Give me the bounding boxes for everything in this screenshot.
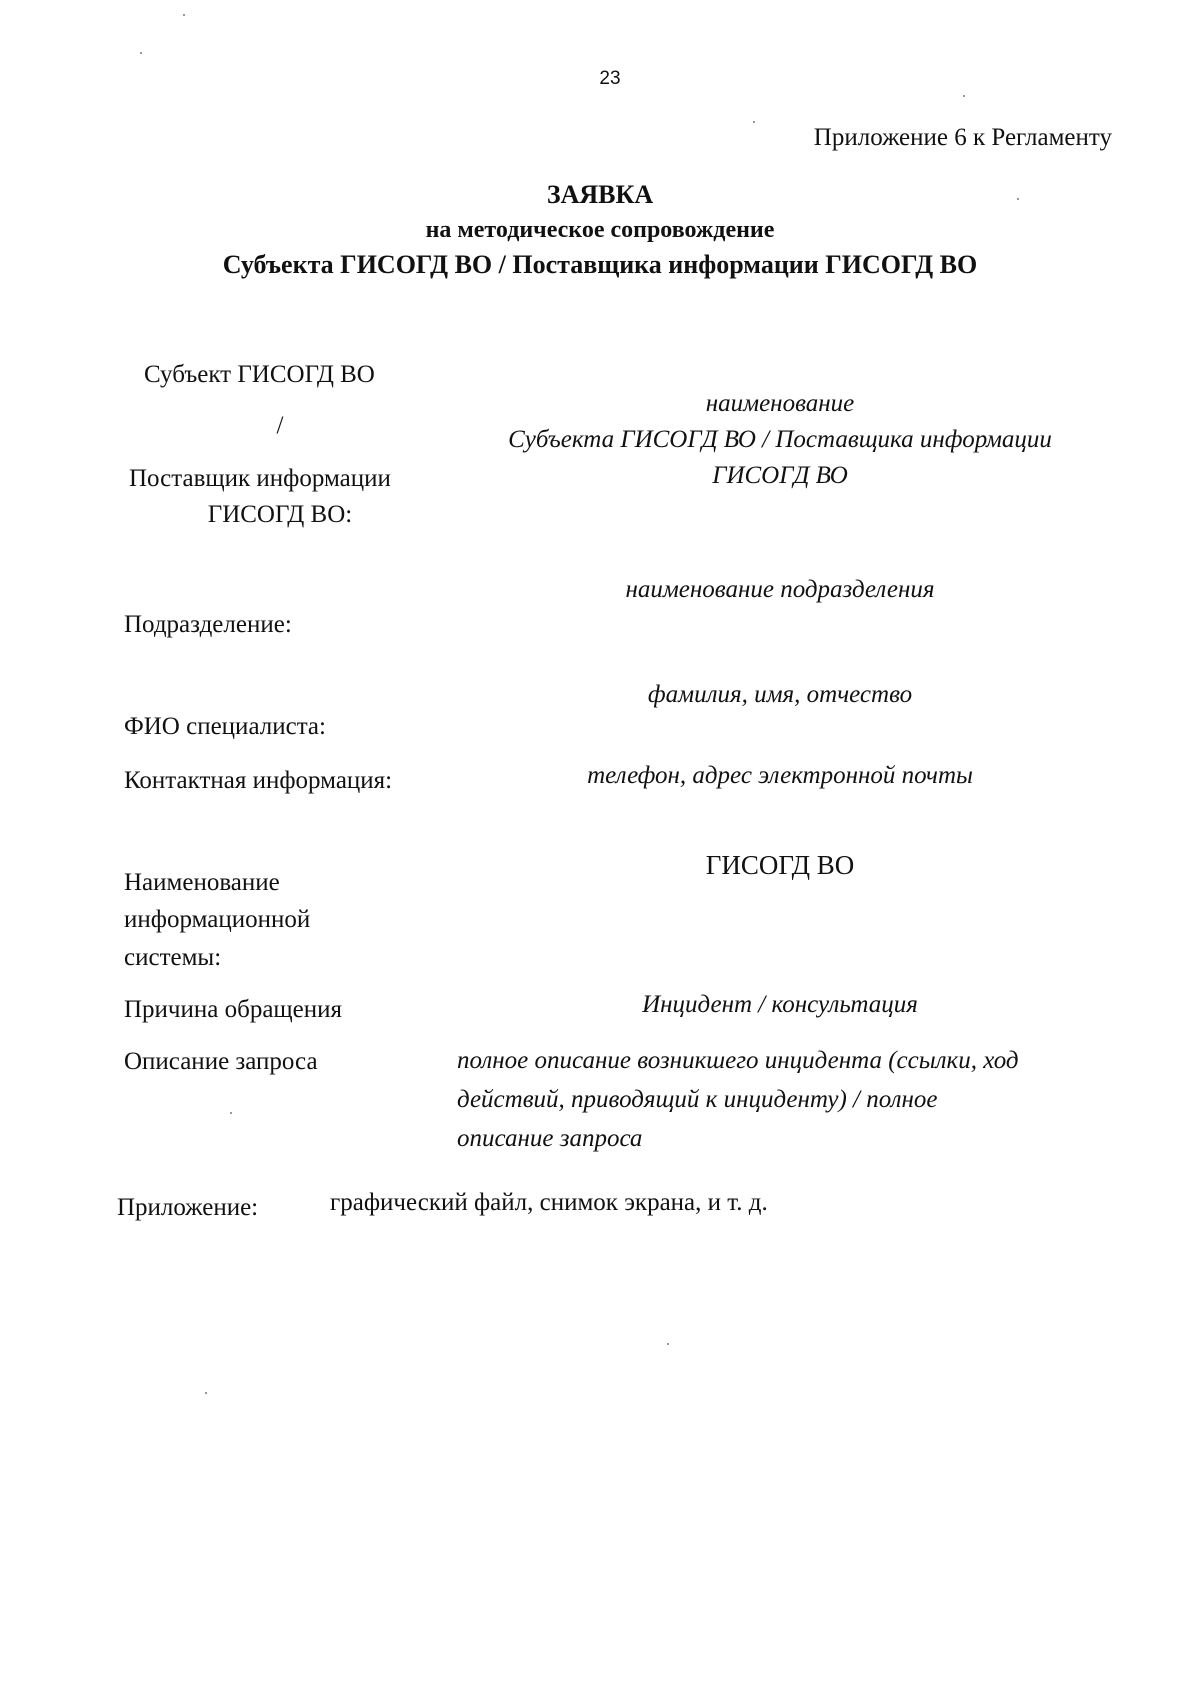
attachment-label: Приложение: bbox=[117, 1194, 259, 1221]
subject-hint: наименование bbox=[705, 390, 855, 417]
subject-hint-2: Субъекта ГИСОГД ВО / Поставщика информации bbox=[508, 426, 1052, 453]
scan-speck bbox=[963, 95, 965, 97]
reason-label: Причина обращения bbox=[124, 996, 343, 1023]
specialist-label: ФИО специалиста: bbox=[124, 713, 326, 740]
page-number: 23 bbox=[599, 68, 621, 89]
system-label-2: информационной bbox=[124, 906, 311, 933]
scan-speck bbox=[140, 52, 142, 54]
document-subtitle-2: Субъекта ГИСОГД ВО / Поставщика информации ГИСОГД ВО bbox=[222, 250, 978, 279]
document-title: ЗАЯВКА bbox=[546, 180, 654, 209]
subject-hint-3: ГИСОГД ВО bbox=[712, 462, 848, 489]
appendix-reference: Приложение 6 к Регламенту bbox=[813, 124, 1112, 151]
division-hint: наименование подразделения bbox=[625, 576, 935, 603]
description-hint-line: полное описание возникшего инцидента (ссылки, ход bbox=[457, 1047, 1019, 1074]
subject-label: Субъект ГИСОГД ВО bbox=[144, 361, 375, 388]
attachment-value: графический файл, снимок экрана, и т. д. bbox=[330, 1189, 768, 1216]
description-hint-line: действий, приводящий к инциденту) / полное bbox=[457, 1086, 938, 1113]
description-label: Описание запроса bbox=[124, 1048, 318, 1075]
description-hint bbox=[457, 1041, 1157, 1158]
system-label-3: системы: bbox=[124, 944, 222, 971]
scan-speck bbox=[183, 14, 185, 16]
provider-label: Поставщик информации bbox=[129, 465, 391, 492]
contact-label: Контактная информация: bbox=[124, 767, 393, 794]
system-label: Наименование bbox=[124, 869, 280, 896]
contact-hint: телефон, адрес электронной почты bbox=[587, 762, 973, 789]
division-label: Подразделение: bbox=[124, 611, 292, 638]
specialist-hint: фамилия, имя, отчество bbox=[647, 681, 913, 708]
scan-speck bbox=[205, 1392, 207, 1394]
description-hint-line: описание запроса bbox=[457, 1125, 643, 1152]
document-subtitle: на методическое сопровождение bbox=[425, 217, 775, 243]
system-value: ГИСОГД ВО bbox=[705, 850, 855, 880]
provider-label-2: ГИСОГД ВО: bbox=[207, 501, 353, 528]
subject-label-separator: / bbox=[276, 412, 284, 439]
scan-speck bbox=[753, 121, 755, 123]
reason-hint: Инцидент / консультация bbox=[642, 991, 918, 1018]
scan-speck bbox=[230, 1112, 232, 1114]
scan-speck bbox=[667, 1343, 669, 1345]
